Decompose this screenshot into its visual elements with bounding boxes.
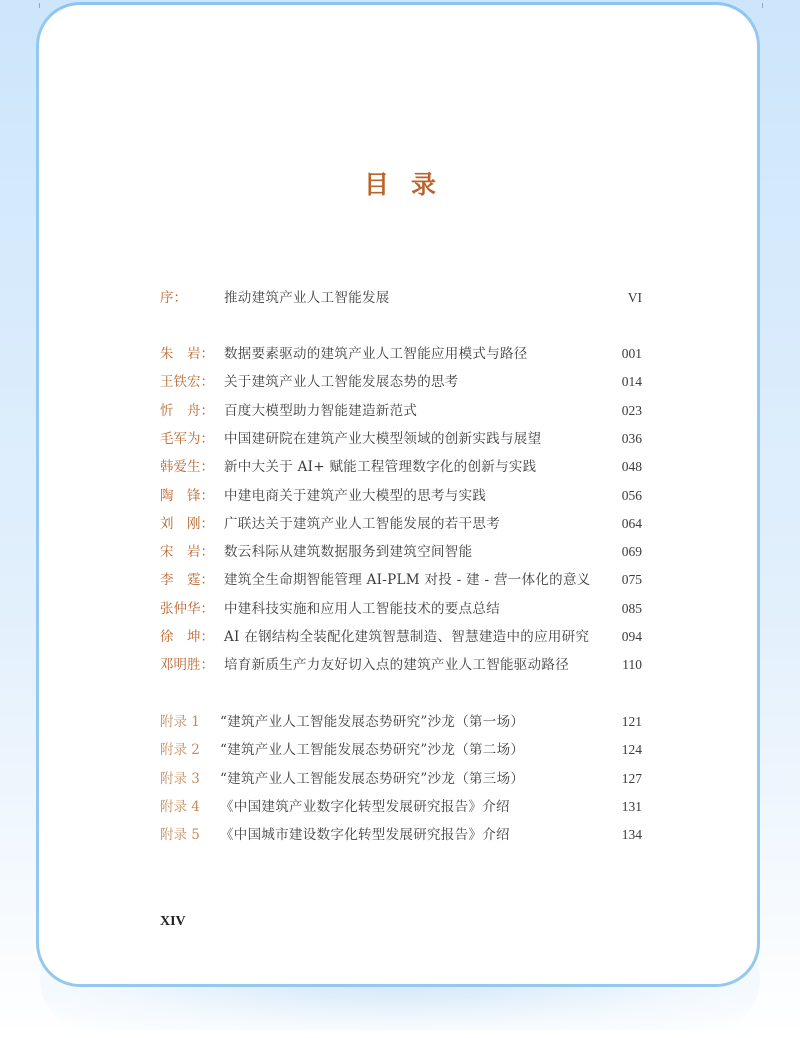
appendix-label: 附录 2 (160, 742, 200, 759)
appendix-title: 《中国建筑产业数字化转型发展研究报告》介绍 (220, 798, 510, 815)
chapter-page: 094 (621, 629, 642, 644)
chapter-title: 中建科技实施和应用人工智能技术的要点总结 (224, 600, 500, 617)
appendix-label: 附录 5 (160, 827, 200, 844)
toc-chapter-row[interactable] (160, 428, 642, 450)
page-folio: XIV (160, 914, 186, 929)
chapter-page: 110 (622, 657, 642, 673)
chapter-author: 刘 刚： (160, 515, 214, 532)
toc-appendix-row[interactable] (160, 711, 642, 733)
appendix-label: 附录 4 (160, 798, 200, 815)
preface-title: 推动建筑产业人工智能发展 (224, 290, 390, 306)
chapter-page: 014 (621, 374, 642, 390)
chapter-page: 036 (621, 430, 642, 446)
appendix-label: 附录 3 (160, 770, 200, 787)
appendix-page: 131 (621, 798, 642, 814)
chapter-title: 关于建筑产业人工智能发展态势的思考 (224, 374, 459, 391)
toc-appendix-row[interactable] (160, 824, 642, 846)
chapter-title: 培育新质生产力友好切入点的建筑产业人工智能驱动路径 (224, 657, 569, 674)
crop-mark (762, 3, 763, 8)
appendix-title: 《中国城市建设数字化转型发展研究报告》介绍 (220, 827, 510, 844)
chapter-title: 中建电商关于建筑产业大模型的思考与实践 (224, 487, 487, 504)
appendix-label: 附录 1 (160, 714, 200, 730)
toc-chapter-row[interactable] (160, 513, 642, 535)
toc-chapter-row[interactable] (160, 485, 642, 507)
toc-chapter-row[interactable] (160, 343, 642, 365)
appendix-title: “建筑产业人工智能发展态势研究”沙龙（第三场） (220, 770, 525, 787)
chapter-author: 陶 锋： (160, 487, 214, 504)
toc-chapter-row[interactable] (160, 626, 642, 648)
appendix-page: 134 (621, 827, 642, 843)
toc-appendix-row[interactable] (160, 739, 642, 761)
appendix-page: 124 (621, 742, 642, 758)
toc-appendix-row[interactable] (160, 796, 642, 818)
toc-chapter-row[interactable] (160, 569, 642, 591)
toc-preface-row[interactable] (160, 287, 642, 309)
appendix-page: 121 (621, 714, 642, 729)
chapter-page: 085 (621, 600, 642, 616)
chapter-title: 建筑全生命期智能管理 AI-PLM 对投 - 建 - 营一体化的意义 (224, 572, 591, 589)
chapter-title: 广联达关于建筑产业人工智能发展的若干思考 (224, 515, 500, 532)
chapter-title: 数据要素驱动的建筑产业人工智能应用模式与路径 (224, 346, 528, 362)
chapter-title: 新中大关于 AI+ 赋能工程管理数字化的创新与实践 (224, 459, 537, 476)
chapter-title: 数云科际从建筑数据服务到建筑空间智能 (224, 544, 473, 561)
chapter-author: 毛军为： (160, 430, 214, 447)
chapter-page: 023 (621, 402, 642, 418)
toc-chapter-row[interactable] (160, 654, 642, 676)
appendix-page: 127 (621, 770, 642, 786)
chapter-author: 王铁宏： (160, 374, 214, 391)
appendix-title: “建筑产业人工智能发展态势研究”沙龙（第一场） (220, 714, 525, 730)
toc-chapter-row[interactable] (160, 541, 642, 563)
chapter-author: 邓明胜： (160, 657, 214, 674)
preface-page: VI (627, 290, 642, 305)
toc-chapter-row[interactable] (160, 400, 642, 422)
toc-chapter-row[interactable] (160, 598, 642, 620)
toc-chapter-row[interactable] (160, 456, 642, 478)
page-title: 目录 (363, 170, 458, 199)
chapter-page: 001 (621, 346, 642, 361)
toc-chapter-row[interactable] (160, 371, 642, 393)
chapter-author: 宋 岩： (160, 544, 214, 561)
preface-label: 序： (160, 290, 187, 306)
appendix-title: “建筑产业人工智能发展态势研究”沙龙（第二场） (220, 742, 525, 759)
chapter-page: 069 (621, 544, 642, 560)
chapter-author: 李 霆： (160, 572, 214, 589)
chapter-title: AI 在钢结构全装配化建筑智慧制造、智慧建造中的应用研究 (224, 629, 590, 645)
toc-appendix-row[interactable] (160, 768, 642, 790)
chapter-author: 韩爱生： (160, 459, 214, 476)
chapter-page: 075 (621, 572, 642, 588)
chapter-title: 中国建研院在建筑产业大模型领域的创新实践与展望 (224, 430, 542, 447)
chapter-page: 048 (621, 459, 642, 475)
chapter-author: 张仲华： (160, 600, 214, 617)
chapter-author: 徐 坤： (160, 629, 214, 645)
chapter-author: 忻 舟： (160, 402, 214, 419)
chapter-author: 朱 岩： (160, 346, 214, 362)
chapter-page: 056 (621, 487, 642, 503)
chapter-page: 064 (621, 515, 642, 531)
crop-mark (39, 3, 40, 8)
chapter-title: 百度大模型助力智能建造新范式 (224, 402, 418, 419)
